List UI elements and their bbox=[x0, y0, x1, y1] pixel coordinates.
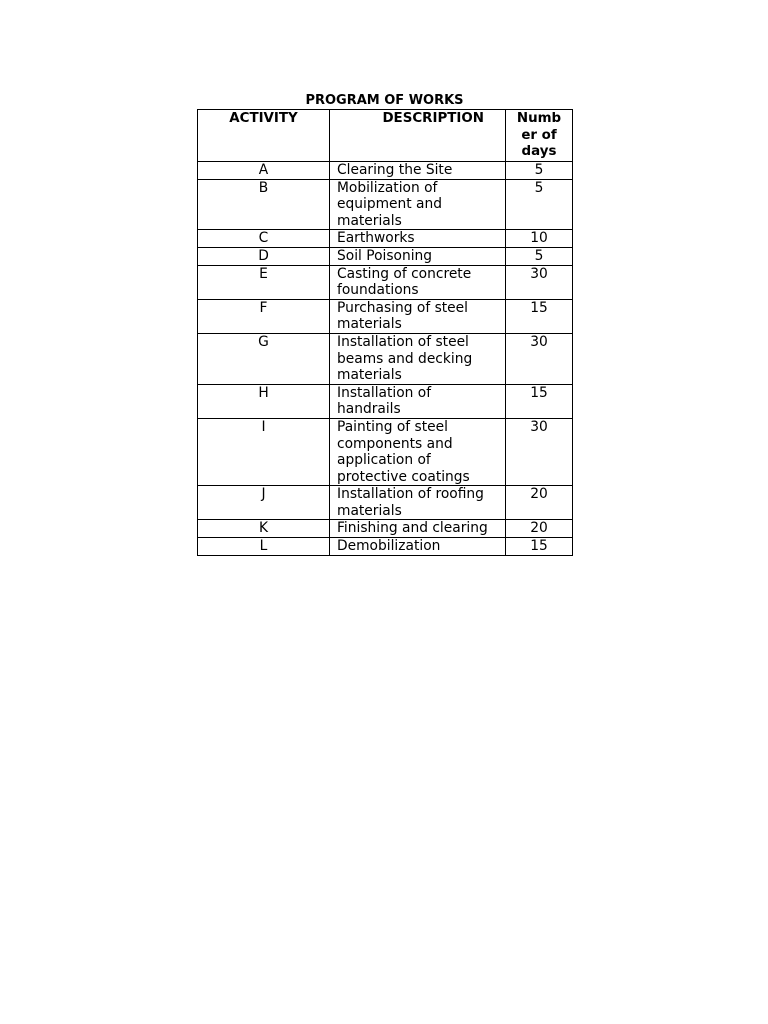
table-header-row bbox=[198, 110, 573, 162]
header-days-line: days bbox=[521, 144, 557, 160]
description-line: Clearing the Site bbox=[337, 162, 453, 178]
description-line: Finishing and clearing bbox=[337, 520, 488, 537]
activity-cell: C bbox=[198, 230, 330, 248]
activity-cell: G bbox=[198, 333, 330, 384]
days-cell: 5 bbox=[506, 179, 573, 230]
days-cell: 15 bbox=[506, 299, 573, 333]
description-line: Casting of concrete bbox=[337, 265, 472, 282]
description-line: materials bbox=[337, 316, 402, 333]
description-line: handrails bbox=[337, 401, 401, 418]
table-row bbox=[198, 486, 573, 520]
table-row bbox=[198, 384, 573, 418]
header-activity: ACTIVITY bbox=[198, 110, 330, 162]
activity-cell: E bbox=[198, 265, 330, 299]
description-line: equipment and bbox=[337, 196, 443, 213]
table-row bbox=[198, 299, 573, 333]
activity-cell: H bbox=[198, 384, 330, 418]
description-cell bbox=[330, 333, 506, 384]
description-cell bbox=[330, 486, 506, 520]
document-title: PROGRAM OF WORKS bbox=[305, 93, 464, 108]
description-line: Installation of bbox=[337, 384, 432, 401]
activity-cell: F bbox=[198, 299, 330, 333]
description-line: Mobilization of bbox=[337, 179, 438, 196]
table-row bbox=[198, 520, 573, 538]
description-cell bbox=[330, 265, 506, 299]
description-cell bbox=[330, 418, 506, 485]
description-line: Painting of steel bbox=[337, 418, 448, 435]
header-days-line: er of bbox=[521, 127, 557, 143]
activity-cell: A bbox=[198, 162, 330, 180]
activity-cell: B bbox=[198, 179, 330, 230]
description-line: components and bbox=[337, 435, 453, 452]
days-cell: 20 bbox=[506, 520, 573, 538]
description-line: Installation of roofing bbox=[337, 486, 484, 503]
description-line: protective coatings bbox=[337, 468, 470, 485]
table-row bbox=[198, 538, 573, 556]
description-cell bbox=[330, 162, 506, 180]
days-cell: 20 bbox=[506, 486, 573, 520]
days-cell: 5 bbox=[506, 247, 573, 265]
program-of-works-table bbox=[197, 109, 573, 556]
activity-cell: I bbox=[198, 418, 330, 485]
description-cell bbox=[330, 230, 506, 248]
table-row bbox=[198, 179, 573, 230]
days-cell: 15 bbox=[506, 384, 573, 418]
activity-cell: K bbox=[198, 520, 330, 538]
activity-cell: J bbox=[198, 486, 330, 520]
description-line: Installation of steel bbox=[337, 333, 469, 350]
header-description: DESCRIPTION bbox=[330, 110, 506, 162]
table-row bbox=[198, 418, 573, 485]
description-line: Soil Poisoning bbox=[337, 247, 433, 264]
table-row bbox=[198, 230, 573, 248]
description-line: Earthworks bbox=[337, 230, 415, 247]
description-cell bbox=[330, 520, 506, 538]
description-cell bbox=[330, 538, 506, 556]
table-row bbox=[198, 247, 573, 265]
activity-cell: D bbox=[198, 247, 330, 265]
description-line: Purchasing of steel bbox=[337, 299, 468, 316]
header-days-line: Numb bbox=[516, 111, 562, 126]
days-cell: 30 bbox=[506, 333, 573, 384]
days-cell: 5 bbox=[506, 162, 573, 180]
table-row bbox=[198, 265, 573, 299]
description-line: materials bbox=[337, 502, 402, 519]
table-body bbox=[198, 162, 573, 556]
header-days bbox=[506, 110, 573, 162]
description-line: foundations bbox=[337, 282, 419, 299]
description-cell bbox=[330, 179, 506, 230]
description-line: materials bbox=[337, 212, 402, 229]
description-line: Demobilization bbox=[337, 538, 441, 555]
description-cell bbox=[330, 384, 506, 418]
table-row bbox=[198, 333, 573, 384]
description-cell bbox=[330, 247, 506, 265]
description-cell bbox=[330, 299, 506, 333]
table-row bbox=[198, 162, 573, 180]
days-cell: 30 bbox=[506, 265, 573, 299]
activity-cell: L bbox=[198, 538, 330, 556]
days-cell: 15 bbox=[506, 538, 573, 556]
description-line: application of bbox=[337, 452, 431, 469]
description-line: beams and decking bbox=[337, 350, 473, 367]
description-line: materials bbox=[337, 367, 402, 384]
days-cell: 30 bbox=[506, 418, 573, 485]
days-cell: 10 bbox=[506, 230, 573, 248]
